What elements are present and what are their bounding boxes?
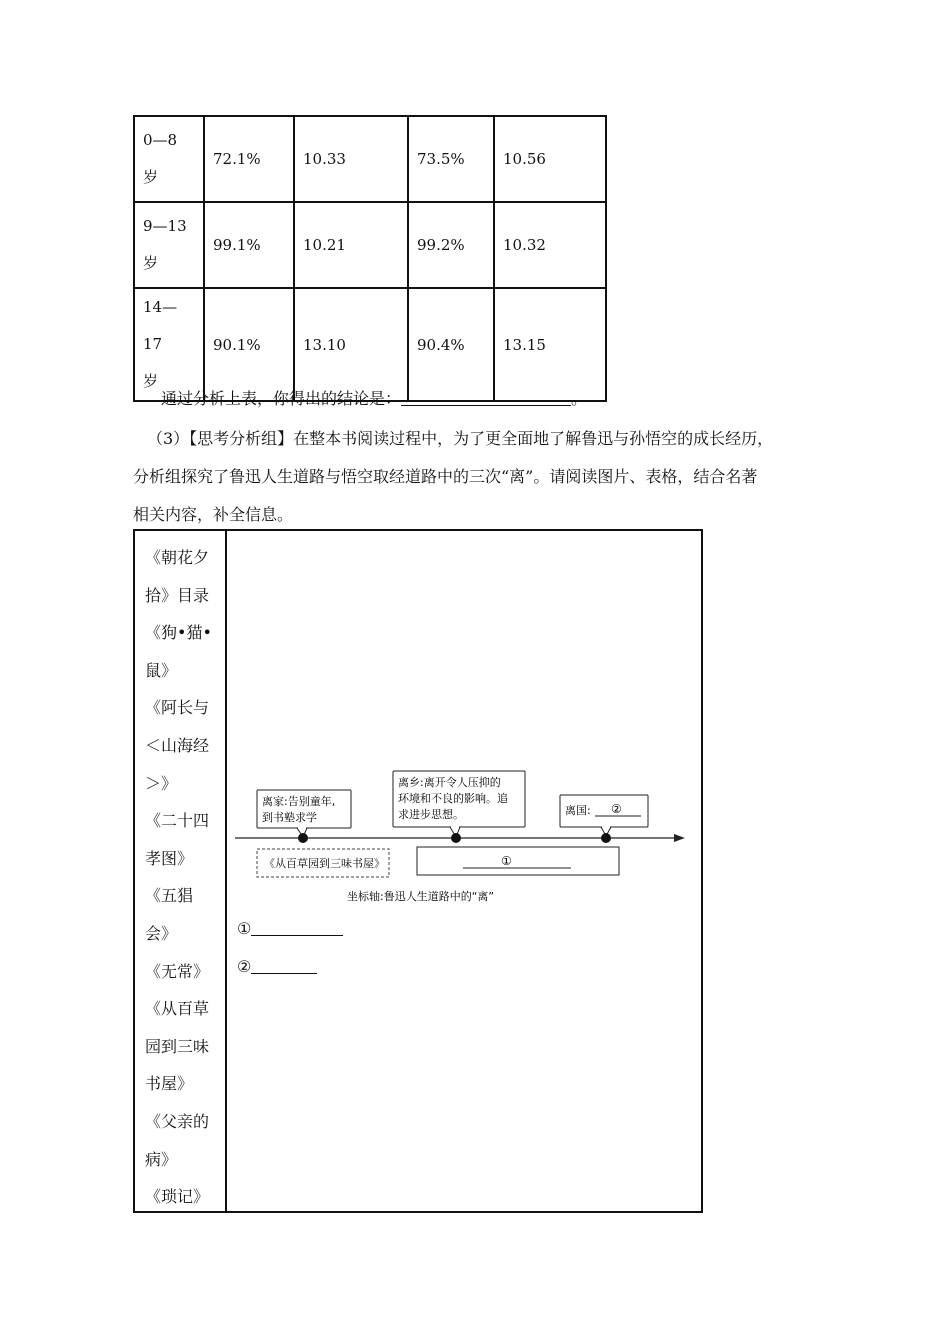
- table-cell: 90.1%: [204, 288, 294, 401]
- timeline-point: [451, 833, 461, 843]
- contents-line: 拾》目录: [145, 585, 210, 605]
- contents-line: 《阿长与: [145, 698, 210, 718]
- table-cell-age: 9—13 岁: [134, 202, 204, 288]
- callout-leave-home: [257, 790, 351, 837]
- contents-line: 书屋》: [145, 1074, 194, 1094]
- callout-text: 环境和不良的影响。追: [398, 792, 508, 805]
- analysis-table: [133, 529, 703, 1213]
- callout-leave-hometown: [393, 771, 525, 837]
- contents-line: 《二十四: [145, 811, 210, 831]
- contents-line: 《无常》: [145, 961, 210, 981]
- table-cell: 10.33: [294, 116, 408, 202]
- callout-text: 求进步思想。: [398, 808, 464, 821]
- question-line: 相关内容，补全信息。: [133, 505, 294, 524]
- diagram-caption: 坐标轴:鲁迅人生道路中的“离”: [347, 890, 495, 903]
- callout-leave-country: [560, 795, 648, 836]
- conclusion-prompt: 通过分析上表，你得出的结论是：: [161, 389, 402, 408]
- callout-text: 到书塾求学: [262, 811, 317, 824]
- contents-line: 园到三味: [145, 1036, 210, 1056]
- contents-line: ＜山海经: [145, 735, 210, 755]
- table-cell: 99.1%: [204, 202, 294, 288]
- blank-marker: ②: [611, 802, 622, 816]
- contents-line: 《从百草: [145, 999, 210, 1019]
- contents-line: 《狗•猫•: [145, 623, 212, 643]
- axis-arrow-icon: [674, 834, 685, 842]
- table-cell: 10.56: [494, 116, 606, 202]
- table-cell-age: 0—8 岁: [134, 116, 204, 202]
- contents-line: 鼠》: [145, 660, 178, 680]
- blank-marker: ①: [501, 854, 512, 868]
- contents-line: 会》: [145, 923, 178, 943]
- table-cell: 90.4%: [408, 288, 494, 401]
- contents-line: 《朝花夕: [145, 548, 210, 567]
- table-cell: 99.2%: [408, 202, 494, 288]
- answer-line-1: ①: [237, 919, 343, 938]
- table-cell: 10.32: [494, 202, 606, 288]
- contents-line: 《五猖: [145, 886, 194, 906]
- table-cell: 13.10: [294, 288, 408, 401]
- diagram-cell: [227, 531, 701, 1211]
- conclusion-blank[interactable]: [401, 389, 571, 406]
- question-3: [133, 420, 823, 534]
- timeline-point: [298, 833, 308, 843]
- contents-line: 《父亲的: [145, 1111, 210, 1131]
- contents-line: 病》: [145, 1149, 178, 1169]
- data-table: [133, 115, 607, 402]
- question-line: （3）【思考分析组】在整本书阅读过程中，为了更全面地了解鲁迅与孙悟空的成长经历，: [147, 429, 774, 448]
- dashed-box-text: 《从百草园到三味书屋》: [264, 857, 385, 870]
- table-row: [134, 202, 606, 288]
- answer-box: [417, 847, 619, 875]
- timeline-point: [601, 833, 611, 843]
- timeline-diagram: [227, 531, 703, 931]
- answer-blank-1[interactable]: [251, 919, 343, 936]
- question-line: 分析组探究了鲁迅人生道路与悟空取经道路中的三次“离”。请阅读图片、表格，结合名著: [133, 467, 758, 486]
- callout-text: 离家:告别童年,: [262, 795, 336, 808]
- answer-blank-2[interactable]: [251, 957, 317, 974]
- callout-text: 离乡:离开令人压抑的: [398, 776, 501, 789]
- answer-line-2: ②: [237, 957, 317, 976]
- table-row: [134, 116, 606, 202]
- table-cell: 73.5%: [408, 116, 494, 202]
- contents-line: 孝图》: [145, 848, 194, 868]
- contents-line: 《琐记》: [145, 1187, 210, 1207]
- callout-text: 离国:: [565, 804, 591, 817]
- conclusion-line: 通过分析上表，你得出的结论是： 。: [161, 389, 588, 408]
- table-cell-age: 14—17 岁: [134, 288, 204, 401]
- table-cell: 10.21: [294, 202, 408, 288]
- table-cell: 72.1%: [204, 116, 294, 202]
- contents-line: ＞》: [145, 773, 178, 793]
- contents-list: [135, 531, 227, 1211]
- table-cell: 13.15: [494, 288, 606, 401]
